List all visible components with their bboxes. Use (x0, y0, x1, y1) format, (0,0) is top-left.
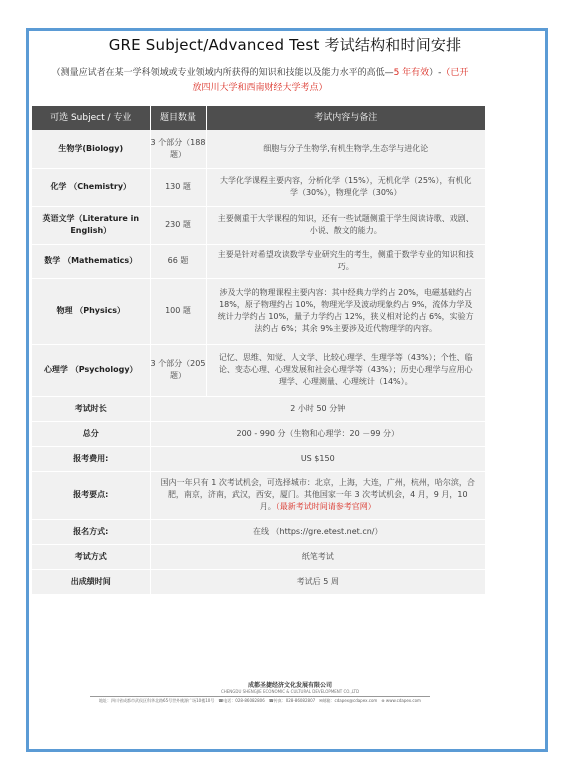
footer-divider (90, 696, 430, 697)
desc-cell: 大学化学课程主要内容，分析化学（15%），无机化学（25%），有机化学（30%），物理化学（30%） (206, 168, 485, 206)
info-key: 考试时长 (32, 396, 150, 421)
desc-cell: 主要侧重于大学课程的知识，还有一些试题侧重于学生阅读诗歌、戏剧、小说、散文的能力。 (206, 206, 485, 244)
table-row (32, 206, 485, 244)
header-subject: 可选 Subject / 专业 (32, 106, 150, 130)
footer (90, 680, 430, 704)
table-row (32, 168, 485, 206)
table-row (32, 130, 485, 168)
table-row (32, 278, 485, 344)
company-name: 成都圣捷经济文化发展有限公司 (247, 682, 332, 689)
key-points-text: 国内一年只有 1 次考试机会，可选择城市：北京，上海，大连，广州，杭州，哈尔滨，合肥，南京，济南，武汉，西安，厦门。其他国家一年 3 次考试机会，4 月，9 月，10 月。 (160, 478, 475, 511)
subject-cell: 心理学 （Psychology） (32, 344, 150, 396)
info-key: 总分 (32, 421, 150, 446)
page-title: GRE Subject/Advanced Test 考试结构和时间安排 (108, 36, 462, 54)
subtitle (50, 66, 470, 96)
info-key: 考试方式 (32, 544, 150, 569)
subject-cell: 生物学(Biology) (32, 130, 150, 168)
info-value (150, 471, 485, 519)
subtitle-tail: ）- (429, 68, 442, 78)
validity-note: 5 年有效 (393, 68, 430, 78)
desc-cell: 记忆、思维、知觉、人文学、比较心理学、生理学等（43%）；个性、临论、变态心理、心理发展和社会心理学等（43%）；历史心理学与应用心理学、心理测量、心理统计（14%）。 (206, 344, 485, 396)
info-value: 在线 （https://gre.etest.net.cn/） (150, 519, 485, 544)
info-row-score (32, 421, 485, 446)
info-value: US $150 (150, 446, 485, 471)
info-row-registration (32, 519, 485, 544)
info-key: 出成绩时间 (32, 569, 150, 594)
test-center-note: （已开放四川大学和西南财经大学考点） (192, 68, 469, 93)
official-site-note: （最新考试时间请参考官网） (275, 502, 376, 511)
info-value: 纸笔考试 (150, 544, 485, 569)
info-value: 考试后 5 周 (150, 569, 485, 594)
count-cell: 3 个部分（205 题） (150, 344, 206, 396)
info-value: 200 - 990 分（生物和心理学：20 －99 分） (150, 421, 485, 446)
count-cell: 230 题 (150, 206, 206, 244)
desc-cell: 主要是针对希望攻读数学专业研究生的考生，侧重于数学专业的知识和技巧。 (206, 244, 485, 278)
info-key: 报考费用: (32, 446, 150, 471)
count-cell: 130 题 (150, 168, 206, 206)
info-row-format (32, 544, 485, 569)
subject-cell: 数学 （Mathematics） (32, 244, 150, 278)
desc-cell: 涉及大学的物理课程主要内容：其中经典力学约占 20%，电磁基础约占 18%，原子物理约占 10%，物理光学及波动现象约占 9%，流体力学及统计力学约占 10%，量子力学约占 12%，狭义相对论约占 6%，实验方法约占 6%；其余 9%主要涉及近代物理学的内容。 (206, 278, 485, 344)
header-content: 考试内容与备注 (206, 106, 485, 130)
info-row-key-points (32, 471, 485, 519)
subject-cell: 英语文学（Literature in English） (32, 206, 150, 244)
info-key: 报考要点: (32, 471, 150, 519)
count-cell: 3 个部分（188 题） (150, 130, 206, 168)
info-value: 2 小时 50 分钟 (150, 396, 485, 421)
subtitle-text: （测量应试者在某一学科领域或专业领域内所获得的知识和技能以及能力水平的高低— (51, 68, 394, 78)
info-row-results (32, 569, 485, 594)
table-row (32, 244, 485, 278)
count-cell: 66 题 (150, 244, 206, 278)
company-name-en: CHENGDU SHENGJIE ECONOMIC & CULTURAL DEVELOPMENT CO.,LTD (220, 689, 360, 694)
info-row-duration (32, 396, 485, 421)
table-row (32, 344, 485, 396)
info-row-fee (32, 446, 485, 471)
subject-cell: 化学 （Chemistry） (32, 168, 150, 206)
subject-cell: 物理 （Physics） (32, 278, 150, 344)
exam-table (32, 106, 485, 595)
table-header (32, 106, 485, 130)
header-count: 题目数量 (150, 106, 206, 130)
info-key: 报名方式: (32, 519, 150, 544)
count-cell: 100 题 (150, 278, 206, 344)
company-contact: 地址：四川省成都市武侯区科华北路65号世外桃源广场10楼10号 ☎电话：028-86082806 ☎传真：028-86082807 ✉邮箱：cdapex@cdapex.com ⊕ www.cdapex.com (99, 698, 421, 703)
desc-cell: 细胞与分子生物学,有机生物学,生态学与进化论 (206, 130, 485, 168)
